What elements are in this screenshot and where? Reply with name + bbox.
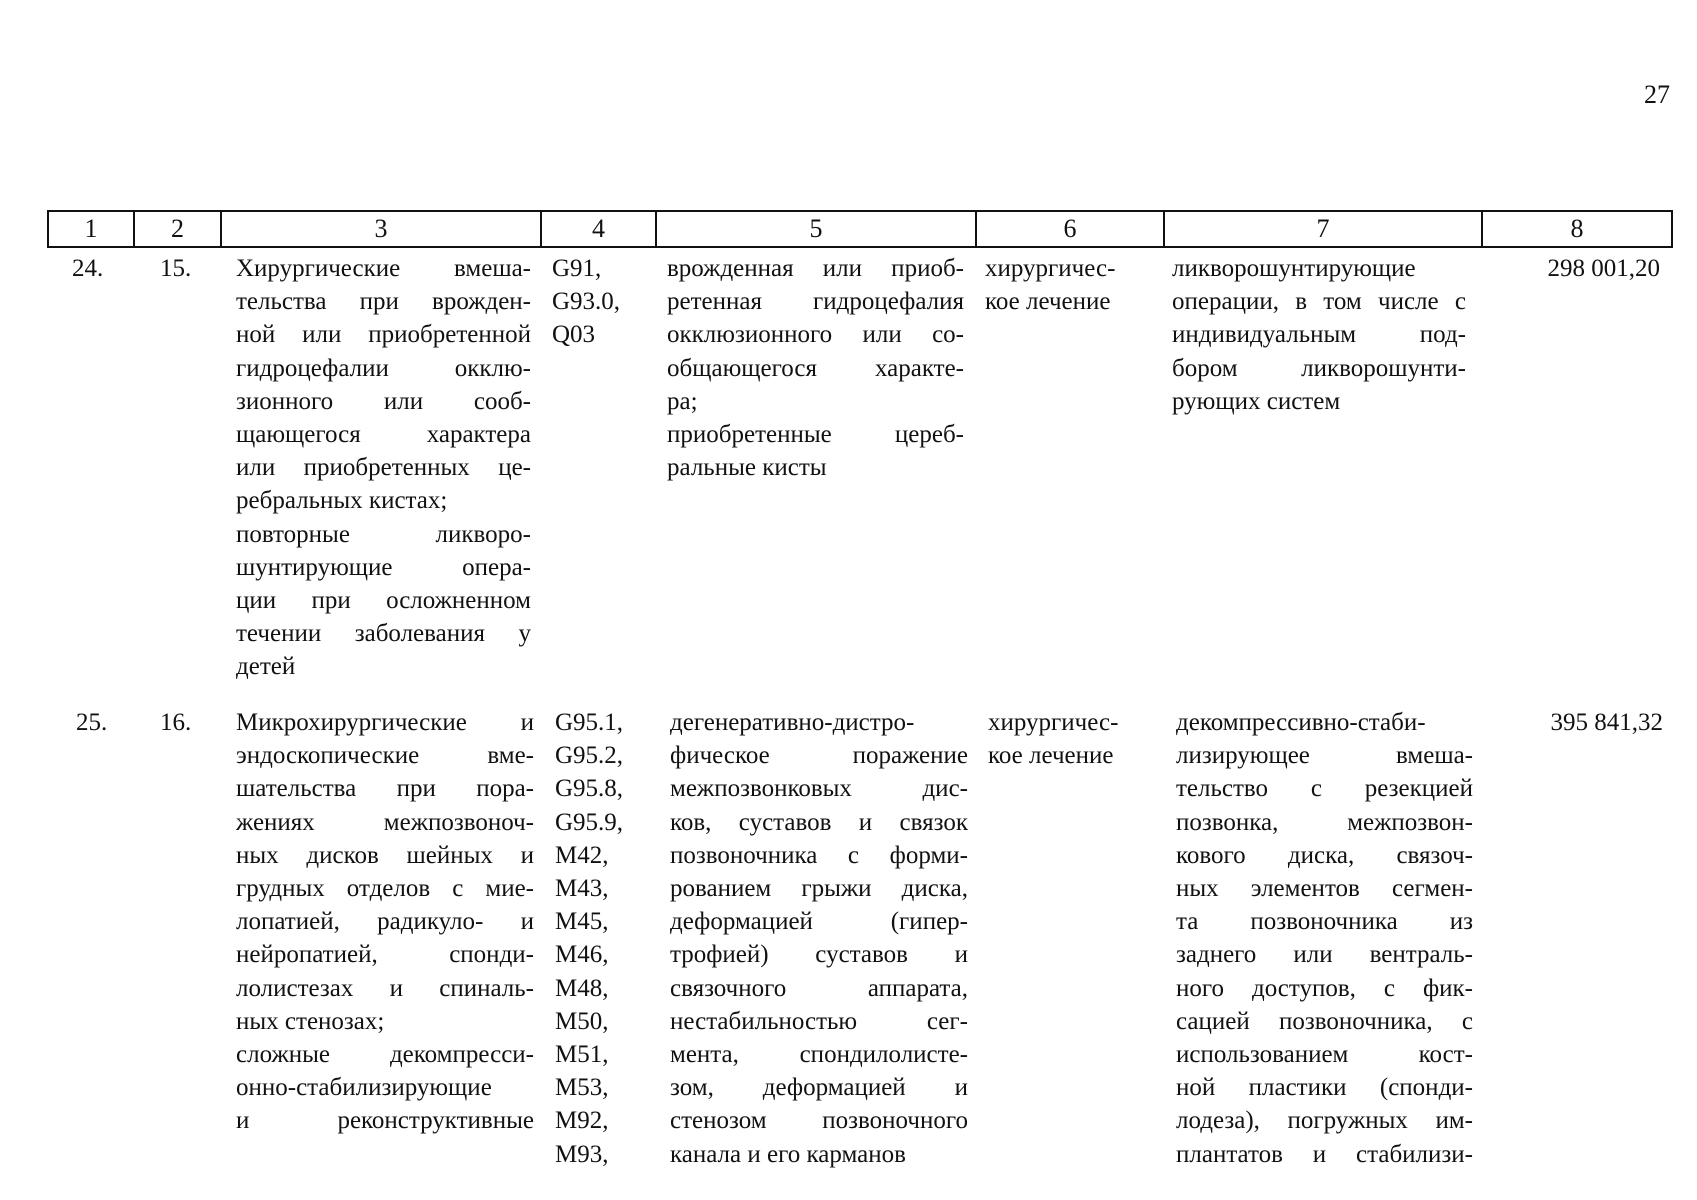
price: 395 841,32 [1550, 709, 1663, 736]
patient-model: дегенеративно-дистро- фическое поражение межпозвонковых дис- ков, суставов и связок позвоночника с форми- рованием грыжи диска, деформацией (гипер- трофией) суставов и связочного аппарата, нестабильностью сег- мента, спондилолисте- зом, деформацией и стенозом позвоночного канала и его карманов [670, 709, 968, 1168]
treatment-type: хирургичес- кое лечение [988, 709, 1119, 770]
row-number: 25. [76, 709, 108, 736]
treatment-type: хирургичес- кое лечение [985, 255, 1116, 316]
header-col-8: 8 [1483, 210, 1673, 248]
diagnosis-codes: G91, G93.0, Q03 [552, 255, 621, 349]
treatment-method: декомпрессивно-стаби- лизирующее вмеша- тельство с резекцией позвонка, межпозвон- кового диска, связоч- ных элементов сегмен- та позвоночника из заднего или вентраль- ного доступов, с фик- сацией позвоночника, с использованием кост- ной пластики (спонди- лодеза), погружных им- плантатов и стабилизи- [1176, 709, 1473, 1168]
intervention-name: Хирургические вмеша- тельства при врожден- ной или приобретенной гидроцефалии окклю- зионного или сооб- щающегося характера или приобретенных це- ребральных кистах; повторные ликворо- шунтирующие опера- ции при осложненном течении заболевания у детей [236, 255, 531, 681]
header-col-5: 5 [657, 210, 977, 248]
row-sub-number: 16. [160, 709, 192, 736]
intervention-name: Микрохирургические и эндоскопические вме- шательства при пора- жениях межпозвоноч- ных дисков шейных и грудных отделов с мие- лопатией, радикуло- и нейропатией, спонди- лолистезах и спиналь- ных стенозах; сложные декомпресси- онно-стабилизирующие и реконструктивные [236, 709, 534, 1135]
header-col-2: 2 [135, 210, 222, 248]
row-sub-number: 15. [160, 255, 192, 282]
treatment-method: ликворошунтирующие операции, в том числе с индивидуальным под- бором ликворошунти- рующих систем [1172, 255, 1466, 415]
header-col-4: 4 [542, 210, 657, 248]
price: 298 001,20 [1547, 255, 1660, 282]
header-col-6: 6 [977, 210, 1165, 248]
patient-model: врожденная или приоб- ретенная гидроцефалия окклюзионного или со- общающегося характе- ра; приобретенные цереб- ральные кисты [667, 255, 964, 482]
page-number: 27 [1644, 80, 1670, 109]
table-header [47, 210, 1673, 248]
row-number: 24. [72, 255, 104, 282]
diagnosis-codes: G95.1, G95.2, G95.8, G95.9, M42, M43, M45, M46, M48, M50, M51, M53, M92, M93, [555, 709, 624, 1168]
header-col-1: 1 [47, 210, 135, 248]
header-col-3: 3 [222, 210, 542, 248]
header-col-7: 7 [1165, 210, 1483, 248]
